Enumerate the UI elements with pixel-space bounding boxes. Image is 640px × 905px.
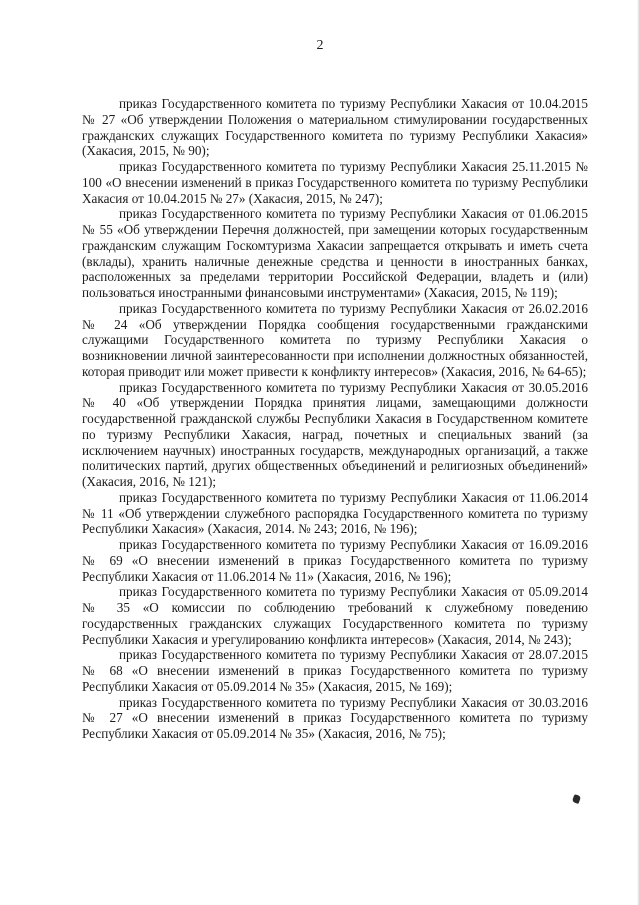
- list-item-order-8: приказ Государственного комитета по туризму Республики Хакасия от 05.09.2014 № 35 «О комиссии по соблюдению требований к служебному поведению государственных гражданских служащих Государственного комитета по туризму Республики Хакасия и урегулированию конфликта интересов» (Хакасия, 2014, № 243);: [82, 584, 588, 647]
- ink-mark: [572, 794, 581, 804]
- list-item-order-4: приказ Государственного комитета по туризму Республики Хакасия от 26.02.2016 № 24 «Об утверждении Порядка сообщения государственными гражданскими служащими Государственного комитета по туризму Республики Хакасия о возникновении личной заинтересованности при исполнении должностных обязанностей, которая приводит или может привести к конфликту интересов» (Хакасия, 2016, № 64-65);: [82, 300, 588, 379]
- list-item-order-10: приказ Государственного комитета по туризму Республики Хакасия от 30.03.2016 № 27 «О внесении изменений в приказ Государственного комитета по туризму Республики Хакасия от 05.09.2014 № 35» (Хакасия, 2016, № 75);: [82, 694, 588, 741]
- list-item-order-5: приказ Государственного комитета по туризму Республики Хакасия от 30.05.2016 № 40 «Об утверждении Порядка принятия лицами, замещающими должности государственной гражданской службы Республики Хакасия в Государственном комитете по туризму Республики Хакасия, наград, почетных и специальных званий (за исключением научных) иностранных государств, международных организаций, а также политических партий, других общественных объединений и религиозных объединений» (Хакасия, 2016, № 121);: [82, 379, 588, 489]
- list-item-order-6: приказ Государственного комитета по туризму Республики Хакасия от 11.06.2014 № 11 «Об утверждении служебного распорядка Государственного комитета по туризму Республики Хакасия» (Хакасия, 2014. № 243; 2016, № 196);: [82, 489, 588, 537]
- list-item-order-2: приказ Государственного комитета по туризму Республики Хакасия 25.11.2015 № 100 «О внесении изменений в приказ Государственного комитета по туризму Республики Хакасия от 10.04.2015 № 27» (Хакасия, 2015, № 247);: [82, 159, 588, 206]
- list-item-order-9: приказ Государственного комитета по туризму Республики Хакасия от 28.07.2015 № 68 «О внесении изменений в приказ Государственного комитета по туризму Республики Хакасия от 05.09.2014 № 35» (Хакасия, 2015, № 169);: [82, 647, 588, 694]
- document-body: [82, 96, 588, 742]
- list-item-order-1: приказ Государственного комитета по туризму Республики Хакасия от 10.04.2015 № 27 «Об утверждении Положения о материальном стимулировании государственных гражданских служащих Государственного комитета по туризму Республики Хакасия» (Хакасия, 2015, № 90);: [82, 96, 588, 159]
- list-item-order-3: приказ Государственного комитета по туризму Республики Хакасия от 01.06.2015 № 55 «Об утверждении Перечня должностей, при замещении которых государственным гражданским служащим Госкомтуризма Хакасии запрещается открывать и иметь счета (вклады), хранить наличные денежные средства и ценности в иностранных банках, расположенных за пределами территории Российской Федерации, владеть и (или) пользоваться иностранными финансовыми инструментами» (Хакасия, 2015, № 119);: [82, 206, 588, 300]
- page-number: 2: [316, 38, 324, 53]
- list-item-order-7: приказ Государственного комитета по туризму Республики Хакасия от 16.09.2016 № 69 «О внесении изменений в приказ Государственного комитета по туризму Республики Хакасия от 11.06.2014 № 11» (Хакасия, 2016, № 196);: [82, 537, 588, 584]
